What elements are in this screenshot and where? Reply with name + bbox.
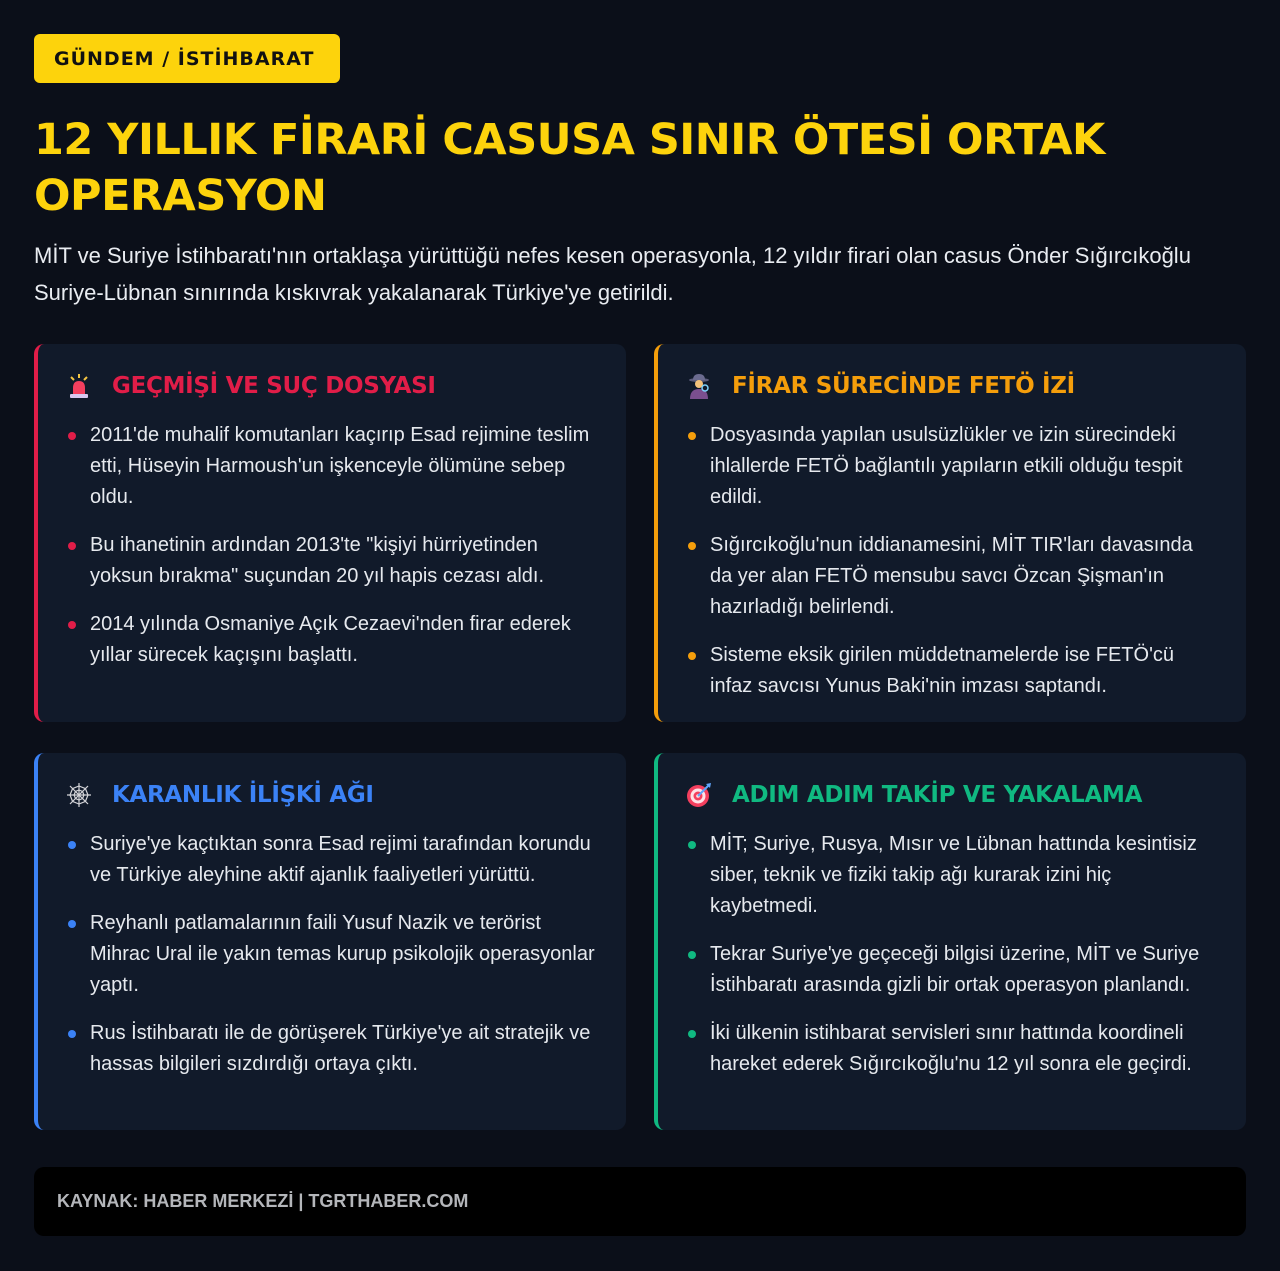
bullet-dot: [688, 951, 696, 959]
list-item: Reyhanlı patlamalarının faili Yusuf Nazik ve terörist Mihrac Ural ile yakın temas kurup psikolojik operasyonlar yaptı.: [66, 908, 596, 1001]
bullet-dot: [68, 920, 76, 928]
card-feto-trace: [654, 344, 1246, 722]
source-footer: KAYNAK: HABER MERKEZİ | TGRTHABER.COM: [34, 1167, 1246, 1236]
list-item: Sisteme eksik girilen müddetnamelerde ise FETÖ'cü infaz savcısı Yunus Baki'nin imzası saptandı.: [686, 640, 1216, 702]
bullet-dot: [68, 1030, 76, 1038]
headline: 12 YILLIK FİRARİ CASUSA SINIR ÖTESİ ORTAK OPERASYON: [34, 115, 1105, 221]
bullet-dot: [688, 1030, 696, 1038]
list-item: Rus İstihbaratı ile de görüşerek Türkiye'ye ait stratejik ve hassas bilgileri sızdırdığı ortaya çıktı.: [66, 1018, 596, 1080]
list-item: Suriye'ye kaçtıktan sonra Esad rejimi tarafından korundu ve Türkiye aleyhine aktif ajanlık faaliyetleri yürüttü.: [66, 829, 596, 891]
card-list: [66, 829, 596, 1080]
card-list: [686, 420, 1216, 702]
list-item: MİT; Suriye, Rusya, Mısır ve Lübnan hattında kesintisiz siber, teknik ve fiziki takip ağı kurarak izini hiç kaybetmedi.: [686, 829, 1216, 922]
target-icon: [686, 782, 712, 808]
bullet-dot: [68, 841, 76, 849]
list-item: Bu ihanetinin ardından 2013'te "kişiyi hürriyetinden yoksun bırakma" suçundan 20 yıl hapis cezası aldı.: [66, 530, 596, 592]
card-list: [686, 829, 1216, 1080]
spider-web-icon: [66, 782, 92, 808]
bullet-dot: [688, 841, 696, 849]
bullet-dot: [68, 432, 76, 440]
bullet-dot: [688, 432, 696, 440]
list-item: Dosyasında yapılan usulsüzlükler ve izin sürecindeki ihlallerde FETÖ bağlantılı yapıların etkili olduğu tespit edildi.: [686, 420, 1216, 513]
bullet-dot: [68, 621, 76, 629]
card-title: ADIM ADIM TAKİP VE YAKALAMA: [732, 782, 1143, 808]
card-title: KARANLIK İLİŞKİ AĞI: [112, 782, 374, 808]
list-item: Sığırcıkoğlu'nun iddianamesini, MİT TIR'ları davasında da yer alan FETÖ mensubu savcı Özcan Şişman'ın hazırladığı belirlendi.: [686, 530, 1216, 623]
bullet-dot: [688, 542, 696, 550]
siren-icon: [66, 373, 92, 399]
card-list: [66, 420, 596, 671]
list-item: 2014 yılında Osmaniye Açık Cezaevi'nden firar ederek yıllar sürecek kaçışını başlattı.: [66, 609, 596, 671]
card-dark-network: [34, 753, 626, 1130]
detective-icon: [686, 373, 712, 399]
list-item: 2011'de muhalif komutanları kaçırıp Esad rejimine teslim etti, Hüseyin Harmoush'un işkenceyle ölümüne sebep oldu.: [66, 420, 596, 513]
intro-paragraph: MİT ve Suriye İstihbaratı'nın ortaklaşa yürüttüğü nefes kesen operasyonla, 12 yıldır firari olan casus Önder Sığırcıkoğlu Suriye-Lübnan sınırında kıskıvrak yakalanarak Türkiye'ye getirildi.: [34, 243, 1191, 305]
card-title: GEÇMİŞİ VE SUÇ DOSYASI: [112, 373, 436, 399]
card-background: [34, 344, 626, 722]
list-item: İki ülkenin istihbarat servisleri sınır hattında koordineli hareket ederek Sığırcıkoğlu'nu 12 yıl sonra ele geçirdi.: [686, 1018, 1216, 1080]
card-title: FİRAR SÜRECİNDE FETÖ İZİ: [732, 373, 1075, 399]
category-tag: GÜNDEM / İSTİHBARAT: [34, 34, 340, 83]
bullet-dot: [688, 652, 696, 660]
list-item: Tekrar Suriye'ye geçeceği bilgisi üzerine, MİT ve Suriye İstihbaratı arasında gizli bir ortak operasyon planlandı.: [686, 939, 1216, 1001]
card-tracking-capture: [654, 753, 1246, 1130]
bullet-dot: [68, 542, 76, 550]
